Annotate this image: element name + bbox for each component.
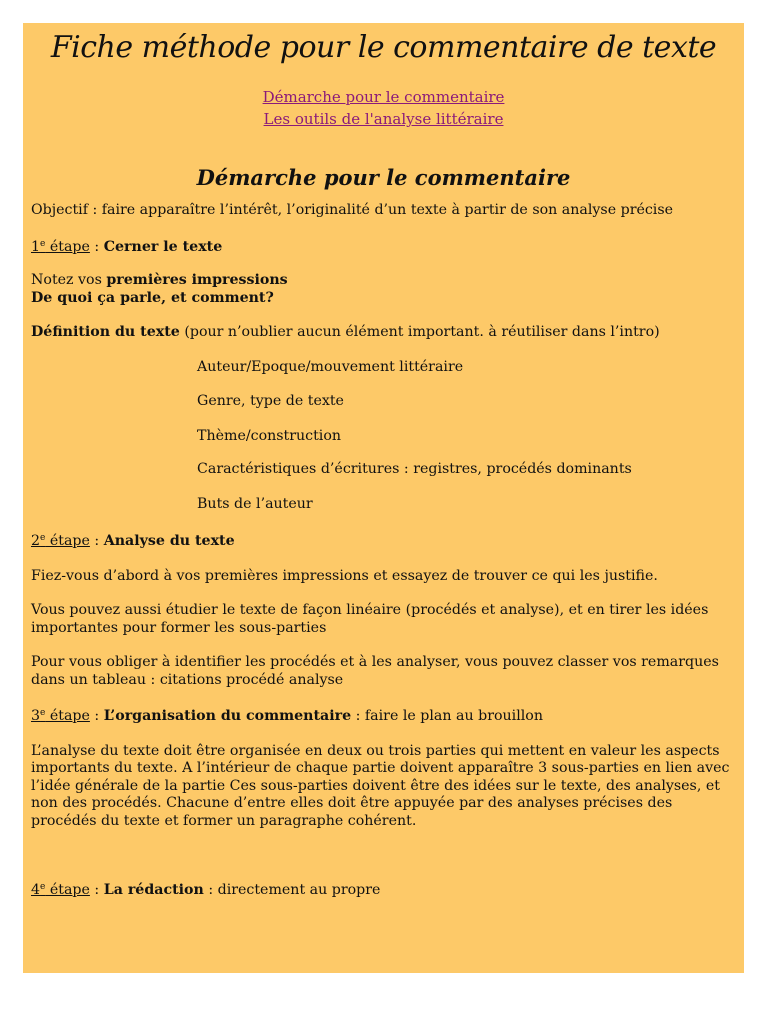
definition-item-1: Auteur/Epoque/mouvement littéraire	[197, 358, 464, 375]
step-4-title: La rédaction	[103, 882, 204, 898]
step-3-heading: 3e étape : L’organisation du commentaire : faire le plan au brouillon	[31, 708, 543, 724]
step-1-heading: 1e étape : Cerner le texte	[31, 238, 223, 255]
impressions-question: De quoi ça parle, et comment?	[31, 289, 274, 306]
document-page	[23, 23, 744, 973]
step-2-paragraph-1: Fiez-vous d’abord à vos premières impressions et essayez de trouver ce qui les justifie.	[31, 567, 658, 584]
step-2-paragraph-2: Vous pouvez aussi étudier le texte de façon linéaire (procédés et analyse), et en tirer les idées importantes pour former les sous-parties	[31, 602, 709, 636]
step-4-label: 4e étape	[31, 882, 90, 898]
step-4-heading: 4e étape : La rédaction : directement au propre	[31, 882, 381, 898]
step-3-paragraph: L’analyse du texte doit être organisée en deux ou trois parties qui mettent en valeur les aspects importants du texte. A l’intérieur de chaque partie doivent apparaître 3 sous-parties en lien avec l’idée générale de la partie Ces sous-parties doivent être des idées sur le texte, des analyses, et non des procédés. Chacune d’entre elles doit être appuyée par des analyses précises des procédés du texte et former un paragraphe cohérent.	[31, 742, 730, 829]
definition-item-5: Buts de l’auteur	[197, 495, 313, 512]
impressions-text: Notez vos premières impressions De quoi ça parle, et comment?	[31, 272, 288, 306]
objectif-text: Objectif : faire apparaître l’intérêt, l’originalité d’un texte à partir de son analyse précise	[31, 202, 674, 218]
step-2-title: Analyse du texte	[103, 533, 235, 549]
step-2-label: 2e étape	[31, 533, 90, 549]
step-2-paragraph-3: Pour vous obliger à identifier les procédés et à les analyser, vous pouvez classer vos remarques dans un tableau : citations procédé analyse	[31, 654, 719, 688]
step-3-label: 3e étape	[31, 708, 90, 724]
step-1-label: 1e étape	[31, 238, 90, 255]
definition-item-3: Thème/construction	[197, 427, 342, 444]
step-1-title: Cerner le texte	[103, 238, 223, 255]
definition-item-4: Caractéristiques d’écritures : registres, procédés dominants	[197, 461, 632, 477]
section-title: Démarche pour le commentaire	[196, 165, 571, 190]
link-outils-analyse[interactable]: Les outils de l'analyse littéraire	[263, 110, 504, 128]
definition-text: Définition du texte (pour n’oublier aucun élément important. à réutiliser dans l’intro)	[31, 324, 660, 340]
page-title: Fiche méthode pour le commentaire de texte	[50, 30, 717, 65]
step-2-heading: 2e étape : Analyse du texte	[31, 533, 235, 549]
link-demarche[interactable]: Démarche pour le commentaire	[262, 88, 505, 106]
toc-links	[31, 86, 736, 130]
step-3-title: L’organisation du commentaire	[103, 708, 352, 724]
definition-item-2: Genre, type de texte	[197, 393, 344, 409]
